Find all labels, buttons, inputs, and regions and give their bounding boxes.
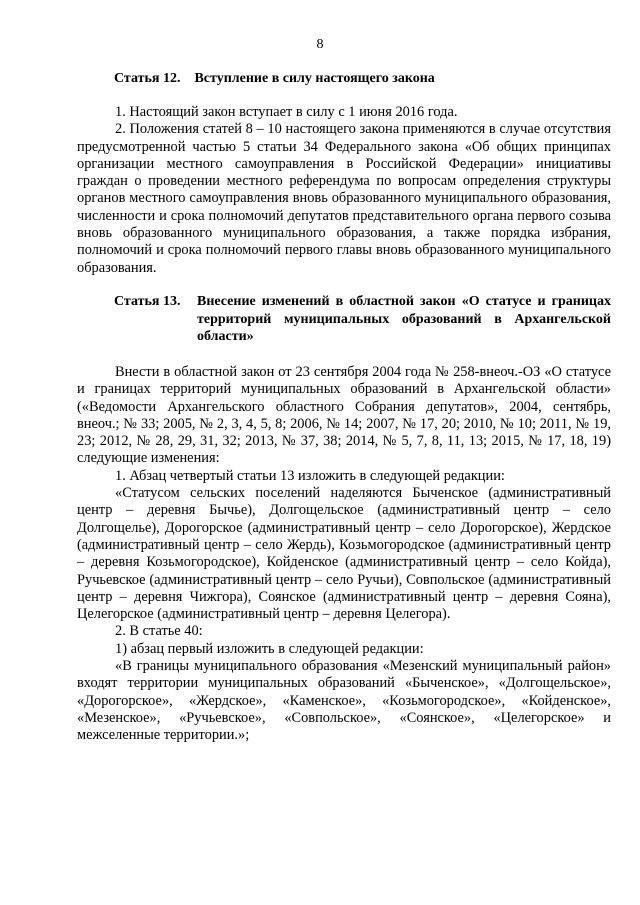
paragraph: 1. Абзац четвертый статьи 13 изложить в следующей редакции:	[115, 467, 505, 484]
article-13-title: Внесение изменений в областной закон «О статусе и границах территорий муниципальных образований в Архангельской области»	[197, 294, 611, 344]
article-13-number: Статья 13.	[114, 294, 181, 309]
paragraph: «Статусом сельских поселений наделяются Быченское (административный центр – деревня Бычье), Долгощельское (административный центр – село Долгощелье), Дорогорское (административный центр – село Дорогорское), Жердское (административный центр – село Жердь), Козьмогородское (административный центр – деревня Козьмогородское), Койденское (административный центр – село Койда), Ручьевское (административный центр – село Ручьи), Совпольское (административный центр – деревня Чижгора), Соянское (административный центр – деревня Сояна), Целегорское (административный центр – деревня Целегора).	[77, 485, 611, 623]
article-12-heading	[114, 70, 435, 87]
paragraph: 1) абзац первый изложить в следующей редакции:	[115, 640, 424, 657]
page-number: 8	[316, 37, 324, 52]
paragraph: 2. Положения статей 8 – 10 настоящего закона применяются в случае отсутствия предусмотренной частью 5 статьи 34 Федерального закона «Об общих принципах организации местного самоуправления в Российской Федерации» инициативы граждан о проведении местного референдума по вопросам определения структуры органов местного самоуправления вновь образованного муниципального образования, численности и срока полномочий депутатов представительного органа первого созыва вновь образованного муниципального образования, а также порядка избрания, полномочий и срока полномочий первого главы вновь образованного муниципального образования.	[77, 121, 611, 276]
paragraph: 1. Настоящий закон вступает в силу с 1 июня 2016 года.	[115, 104, 458, 120]
article-13-body	[77, 364, 611, 745]
article-12-number: Статья 12.	[114, 71, 181, 86]
paragraph: Внести в областной закон от 23 сентября 2004 года № 258-внеоч.-ОЗ «О статусе и границах территорий муниципальных образований в Архангельской области» («Ведомости Архангельского областного Собрания депутатов», 2004, сентябрь, внеоч.; № 33; 2005, № 2, 3, 4, 5, 8; 2006, № 14; 2007, № 17, 20; 2010, № 10; 2011, № 19, 23; 2012, № 28, 29, 31, 32; 2013, № 37, 38; 2014, № 5, 7, 8, 11, 13; 2015, № 17, 18, 19) следующие изменения:	[77, 364, 611, 467]
paragraph: «В границы муниципального образования «Мезенский муниципальный район» входят территории муниципальных образований «Быченское», «Долгощельское», «Дорогорское», «Жердское», «Каменское», «Козьмогородское», «Койденское», «Мезенское», «Ручьевское», «Совпольское», «Соянское», «Целегорское» и межселенные территории.»;	[77, 658, 611, 744]
article-12-body	[77, 104, 611, 277]
article-12-title: Вступление в силу настоящего закона	[194, 71, 435, 86]
paragraph: 2. В статье 40:	[115, 623, 203, 640]
